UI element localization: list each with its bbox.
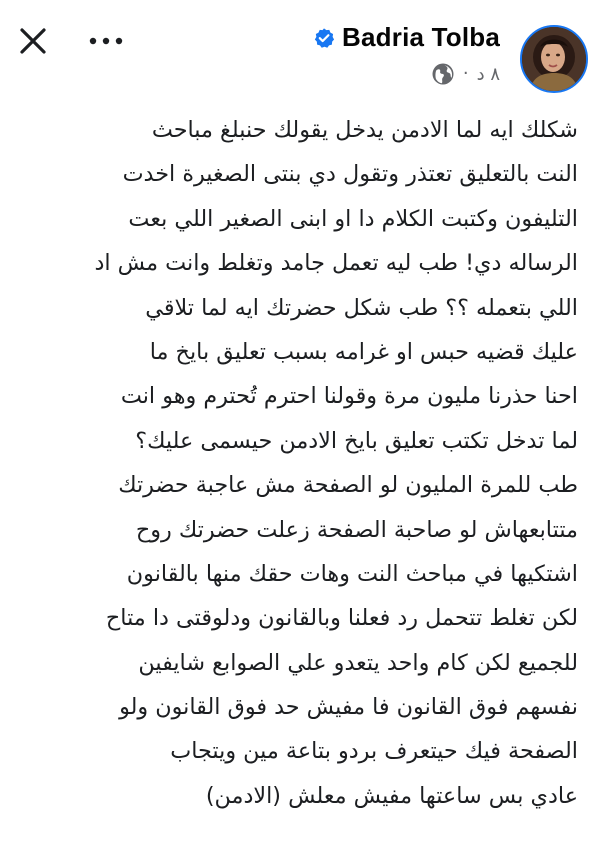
post-timestamp[interactable]: ٨ د	[476, 63, 500, 85]
post-text-line: احنا حذرنا مليون مرة وقولنا احترم تُحترم وهو انت	[120, 383, 578, 410]
close-button[interactable]	[14, 22, 52, 60]
avatar[interactable]	[520, 25, 588, 93]
post-text-line: اللي بتعمله ؟؟ طب شكل حضرتك ايه لما تلاقي	[145, 294, 578, 321]
author-name[interactable]: Badria Tolba	[342, 22, 500, 52]
meta-separator: ·	[462, 63, 469, 84]
avatar-image	[522, 27, 586, 91]
post-text-line: النت بالتعليق تعتذر وتقول دي بنتى الصغيرة اخدت	[122, 161, 578, 188]
post-text-line: متتابعهاش لو صاحبة الصفحة زعلت حضرتك روح	[135, 516, 578, 543]
post-text-line: الرساله دي! طب ليه تعمل جامد وتغلط وانت مش اد	[94, 250, 578, 277]
post-text-line: شكلك ايه لما الادمن يدخل يقولك حنبلغ مباحث	[151, 117, 578, 143]
close-icon	[18, 26, 48, 56]
post-text-line: لما تدخل تكتب تعليق بايخ الادمن حيسمى عليك؟	[135, 427, 578, 454]
post-text-line: الصفحة فيك حيتعرف بردو بتاعة مين ويتجاب	[170, 738, 578, 765]
more-options-button[interactable]	[84, 24, 128, 58]
post-text-line: عليك قضيه حبس او غرامه بسبب تعليق بايخ ما	[149, 338, 578, 365]
post-text-line: اشتكيها في مباحث النت وهات حقك منها بالقانون	[126, 560, 578, 587]
post-text-line: للجميع لكن كام واحد يتعدو علي الصوابع شايفين	[138, 649, 578, 676]
verified-badge-icon	[313, 27, 335, 49]
post-text-line: عادي بس ساعتها مفيش معلش (الادمن)	[205, 782, 578, 809]
post-text	[18, 108, 578, 818]
post-text-line: نفسهم فوق القانون فا مفيش حد فوق القانون ولو	[119, 694, 578, 721]
author-row	[313, 22, 500, 53]
more-horizontal-icon	[88, 36, 124, 46]
post-text-line: التليفون وكتبت الكلام دا او ابنى الصغير اللي بعت	[128, 205, 578, 232]
post-text-line: لكن تغلط تتحمل رد فعلنا وبالقانون ودلوقتى دا متاح	[105, 605, 578, 632]
post-header	[0, 0, 600, 98]
post-meta	[431, 62, 500, 86]
post-text-line: طب للمرة المليون لو الصفحة مش عاجبة حضرتك	[118, 472, 578, 499]
globe-icon[interactable]	[431, 62, 455, 86]
